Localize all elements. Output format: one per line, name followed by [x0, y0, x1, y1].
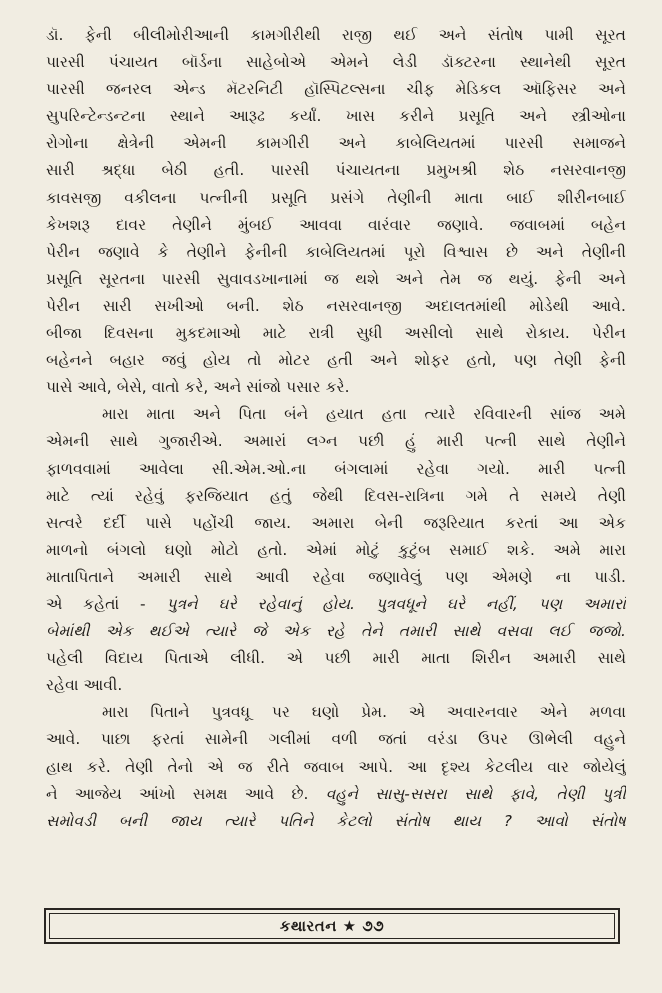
text-line: માળનો બંગલો ઘણો મોટો હતો. એમાં મોટું કુટુંબ સમાઈ શકે. અમે મારા [46, 540, 626, 559]
text-line: એમની સાથે ગુજારીએ. અમારાં લગ્ન પછી હું મારી પત્ની સાથે તેણીને [46, 432, 626, 451]
text-line: આવે. પાછા ફરતાં સામેની ગલીમાં વળી જતાં વરંડા ઉપર ઊભેલી વહુને [46, 730, 626, 749]
text-line: મારા માતા અને પિતા બંને હયાત હતા ત્યારે રવિવારની સાંજ અમે [102, 405, 626, 424]
text-line: બેમાંથી એક થઈએ ત્યારે જે એક રહે તેને તમારી સાથે વસવા લઈ જજો. [46, 622, 626, 641]
text-line: મારા પિતાને પુત્રવધૂ પર ઘણો પ્રેમ. એ અવારનવાર એને મળવા [102, 703, 626, 722]
text-line: સુપરિન્ટેન્ડન્ટના સ્થાને આરૂઢ કર્યાં. ખાસ કરીને પ્રસૂતિ અને સ્ત્રીઓના [46, 107, 626, 126]
text-line: પારસી પંચાયત બૉર્ડના સાહેબોએ એમને લેડી ડૉક્ટરના સ્થાનેથી સૂરત [46, 53, 626, 72]
text-line [46, 781, 626, 808]
text-line: કાવસજી વકીલના પત્નીની પ્રસૂતિ પ્રસંગે તેણીની માતા બાઈ શીરીનબાઈ [46, 188, 626, 207]
text-line: બીજા દિવસના મુકદમાઓ માટે રાત્રી સુધી અસીલો સાથે રોકાય. પેરીન [46, 324, 626, 343]
text-line: માટે ત્યાં રહેવું ફરજિયાત હતું જેથી દિવસ-રાત્રિના ગમે તે સમયે તેણી [46, 486, 626, 505]
page-footer-box [44, 908, 620, 944]
text-line: ફાળવવામાં આવેલા સી.એમ.ઓ.ના બંગલામાં રહેવા ગયો. મારી પત્ની [46, 459, 626, 478]
text-line: પેરીન સારી સખીઓ બની. શેઠ નસરવાનજી અદાલતમાંથી મોડેથી આવે. [46, 296, 626, 315]
text-line: સત્વરે દર્દી પાસે પહોંચી જાય. અમારા બેની જરૂરિયાત કરતાં આ એક [46, 513, 626, 532]
text-line: પાસે આવે, બેસે, વાતો કરે, અને સાંજો પસાર કરે. [46, 378, 350, 397]
book-title: કથારતન [279, 917, 337, 935]
star-icon: ★ [342, 917, 357, 935]
text-line: હાથ કરે. તેણી તેનો એ જ રીતે જવાબ આપે. આ દૃશ્ય કેટલીય વાર જોયેલું [46, 757, 626, 776]
text-line: સારી શ્રદ્ધા બેઠી હતી. પારસી પંચાયતના પ્રમુખશ્રી શેઠ નસરવાનજી [46, 161, 626, 180]
text-segment: ને આજેય આંખો સમક્ષ આવે છે. [46, 784, 326, 803]
italic-quote: વહુને સાસુ-સસરા સાથે ફાવે, તેણી પુત્રી [325, 784, 626, 803]
footer-label [280, 917, 384, 935]
text-line: રોગોના ક્ષેત્રેની એમની કામગીરી અને કાબેલિયતમાં પારસી સમાજને [46, 134, 626, 153]
text-line [46, 591, 626, 618]
text-line: બહેનને બહાર જવું હોય તો મોટર હતી અને શોફર હતો, પણ તેણી ફેની [46, 351, 626, 370]
text-line: રહેવા આવી. [46, 676, 123, 695]
italic-quote: પુત્રને ઘરે રહેવાનું હોય. પુત્રવધૂને ઘરે નહીં, પણ અમારાં [166, 594, 626, 613]
page-body-text [46, 22, 626, 835]
text-line: સમોવડી બની જાય ત્યારે પતિને કેટલો સંતોષ થાય ? આવો સંતોષ [46, 811, 626, 830]
text-line: માતાપિતાને અમારી સાથે આવી રહેવા જણાવેલું પણ એમણે ના પાડી. [46, 567, 626, 586]
text-line: પહેલી વિદાય પિતાએ લીધી. એ પછી મારી માતા શિરીન અમારી સાથે [46, 649, 626, 668]
text-line: કેખશરૂ દાવર તેણીને મુંબઈ આવવા વારંવાર જણાવે. જવાબમાં બહેન [46, 215, 626, 234]
text-line: પારસી જનરલ એન્ડ મૅટરનિટી હૉસ્પિટલ્સના ચીફ મેડિકલ ઑફિસર અને [46, 80, 626, 99]
text-segment: એ કહેતાં - [46, 594, 167, 613]
text-line: પેરીન જણાવે કે તેણીને ફેનીની કાબેલિયતમાં પૂરો વિશ્વાસ છે અને તેણીની [46, 242, 626, 261]
page-number: ૭૭ [362, 917, 385, 935]
text-line: ડૉ. ફેની બીલીમોરીઆની કામગીરીથી રાજી થઈ અને સંતોષ પામી સૂરત [46, 26, 626, 44]
text-line: પ્રસૂતિ સૂરતના પારસી સુવાવડખાનામાં જ થશે અને તેમ જ થયું. ફેની અને [46, 269, 626, 288]
